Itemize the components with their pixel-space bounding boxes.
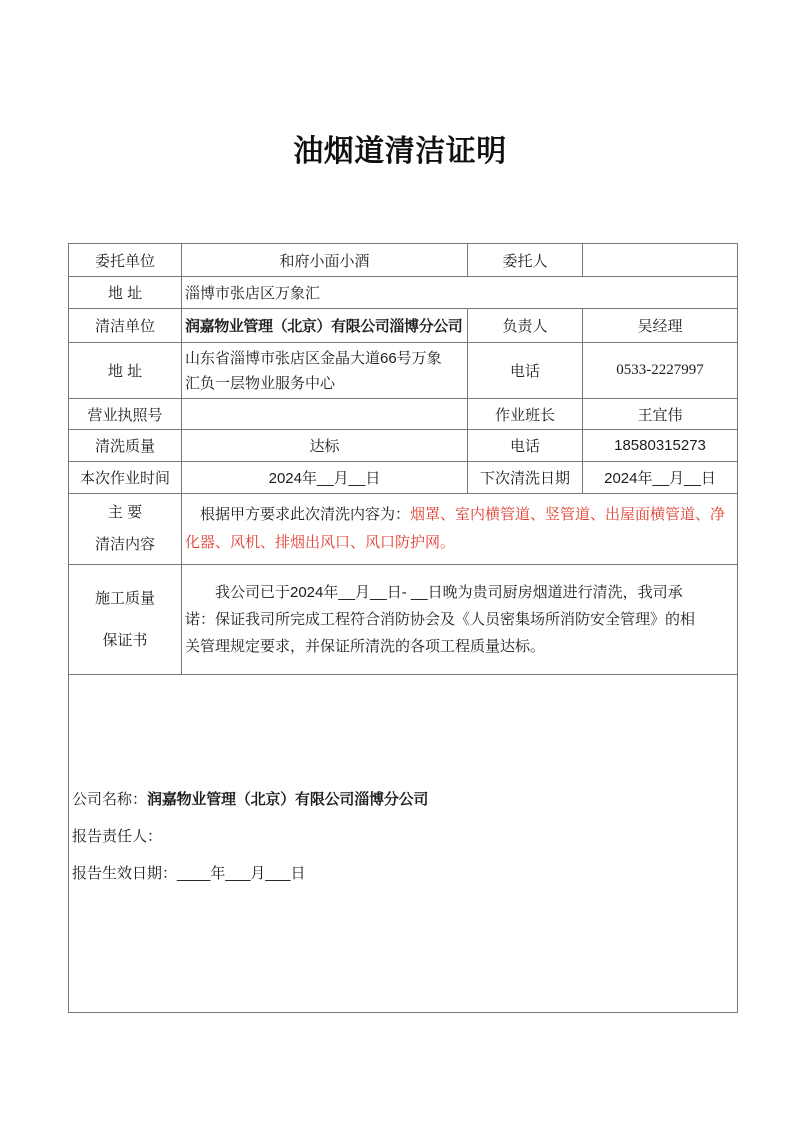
row-quality: [69, 430, 738, 462]
row-client-address: [69, 277, 738, 309]
client-person-value: [583, 244, 738, 277]
next-clean-date-value: 2024年__月__日: [583, 462, 738, 494]
footer-cell: [69, 675, 738, 1013]
cleaning-address-text: 山东省淄博市张店区金晶大道66号万象汇负一层物业服务中心: [185, 349, 442, 392]
main-content-label-line2: 清洁内容: [94, 536, 155, 553]
row-cleaning-unit: [69, 309, 738, 343]
row-client-unit: [69, 244, 738, 277]
guarantee-text: 我公司已于2024年__月__日- __日晚为贵司厨房烟道进行清洗，我司承诺：保证我司所完成工程符合消防协会及《人员密集场所消防安全管理》的相关管理规定要求，并保证所清洗的各项工程质量达标。: [185, 584, 696, 655]
guarantee-cell: [182, 565, 738, 675]
row-main-content: [69, 494, 738, 565]
license-label: 营业执照号: [69, 399, 182, 430]
row-guarantee: [69, 565, 738, 675]
client-address-value: 淄博市张店区万象汇: [182, 277, 738, 309]
cleaning-unit-label: 清洁单位: [69, 309, 182, 343]
phone2-label: 电话: [468, 430, 583, 462]
row-license: [69, 399, 738, 430]
report-effective-date-line: [72, 862, 734, 885]
cleaning-address-value: [182, 343, 468, 399]
foreman-value: 王宜伟: [583, 399, 738, 430]
guarantee-label-line1: 施工质量: [94, 589, 155, 607]
quality-value: 达标: [182, 430, 468, 462]
company-name-line: [72, 788, 734, 811]
phone1-label: 电话: [468, 343, 583, 399]
phone2-value: 18580315273: [583, 430, 738, 462]
row-cleaning-address: [69, 343, 738, 399]
guarantee-label-line2: 保证书: [102, 631, 148, 649]
main-content-text-red: 烟罩、室内横管道、竖管道、出屋面横管道、净化器、风机、排烟出风口、风口防护网。: [185, 506, 726, 551]
main-content-label: [69, 494, 182, 565]
foreman-label: 作业班长: [468, 399, 583, 430]
report-effective-date-label: 报告生效日期：: [72, 865, 178, 882]
phone1-value: 0533-2227997: [583, 343, 738, 399]
principal-value: 吴经理: [583, 309, 738, 343]
company-name-label: 公司名称：: [72, 791, 148, 808]
cleaning-address-label: 地 址: [69, 343, 182, 399]
page-title: 油烟道清洁证明: [293, 135, 507, 168]
work-date-value: 2024年__月__日: [182, 462, 468, 494]
work-date-label: 本次作业时间: [69, 462, 182, 494]
quality-label: 清洗质量: [69, 430, 182, 462]
main-content-cell: [182, 494, 738, 565]
main-content-text: [185, 501, 731, 557]
report-responsible-line: [72, 825, 734, 848]
client-unit-label: 委托单位: [69, 244, 182, 277]
guarantee-label: [69, 565, 182, 675]
report-effective-date-value: ____年___月___日: [177, 865, 306, 882]
certificate-table: [68, 243, 738, 1013]
cleaning-unit-value: 润嘉物业管理（北京）有限公司淄博分公司: [182, 309, 468, 343]
client-person-label: 委托人: [468, 244, 583, 277]
client-unit-value: 和府小面小酒: [182, 244, 468, 277]
license-value: [182, 399, 468, 430]
main-content-label-line1: 主 要: [107, 504, 143, 521]
main-content-text-black: 根据甲方要求此次清洗内容为：: [200, 506, 411, 523]
client-address-label: 地 址: [69, 277, 182, 309]
principal-label: 负责人: [468, 309, 583, 343]
row-footer: [69, 675, 738, 1013]
next-clean-date-label: 下次清洗日期: [468, 462, 583, 494]
report-responsible-label: 报告责任人：: [72, 828, 163, 845]
company-name-value: 润嘉物业管理（北京）有限公司淄博分公司: [147, 791, 429, 808]
row-work-date: [69, 462, 738, 494]
